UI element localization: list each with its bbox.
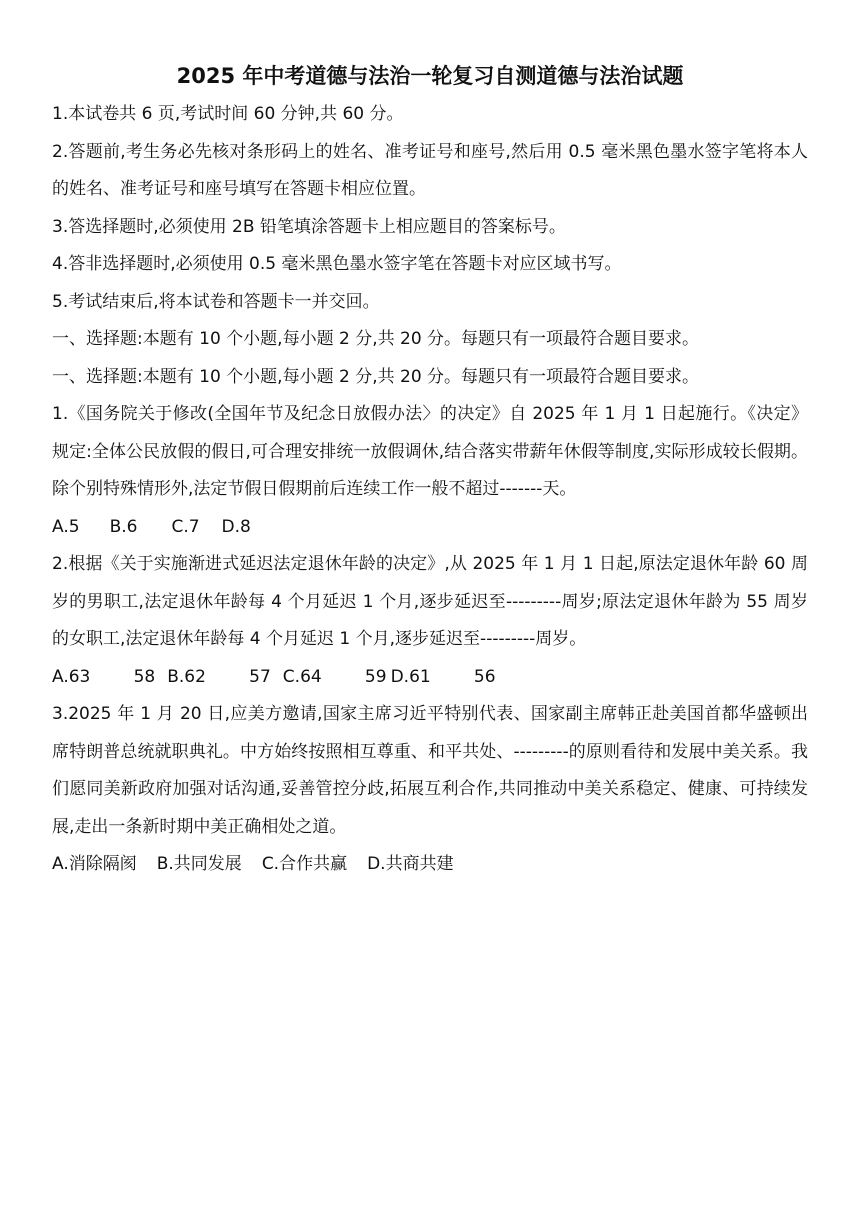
option-a: A.63 58 — [52, 666, 156, 687]
question-stem: 3.2025 年 1 月 20 日,应美方邀请,国家主席习近平特别代表、国家副主席韩正赴美国首都华盛顿出席特朗普总统就职典礼。中方始终按照相互尊重、和平共处、---------的原则看待和发展中美关系。我们愿同美新政府加强对话沟通,妥善管控分歧,拓展互利合作,共同推动中美关系稳定、健康、可持续发展,走出一条新时期中美正确相处之道。 — [52, 704, 808, 837]
question-3 — [52, 696, 808, 884]
section-header-repeat: 一、选择题:本题有 10 个小题,每小题 2 分,共 20 分。每题只有一项最符合题目要求。 — [52, 366, 700, 387]
instruction-5: 5.考试结束后,将本试卷和答题卡一并交回。 — [52, 291, 380, 312]
section-header: 一、选择题:本题有 10 个小题,每小题 2 分,共 20 分。每题只有一项最符合题目要求。 — [52, 329, 700, 349]
option-d: D.共商共建 — [367, 854, 454, 874]
instruction-2: 2.答题前,考生务必先核对条形码上的姓名、准考证号和座号,然后用 0.5 毫米黑色墨水签字笔将本人的姓名、准考证号和座号填写在答题卡相应位置。 — [52, 141, 808, 199]
exam-title: 2025 年中考道德与法治一轮复习自测道德与法治试题 — [176, 64, 684, 88]
option-d: D.8 — [221, 516, 251, 537]
question-stem: 1.《国务院关于修改(全国年节及纪念日放假办法〉的决定》自 2025 年 1 月 1 日起施行。《决定》规定:全体公民放假的假日,可合理安排统一放假调休,结合落实带薪年休假等制度,实际形成较长假期。除个别特殊情形外,法定节假日假期前后连续工作一般不超过-------天。 — [52, 404, 808, 499]
option-b: B.62 57 — [167, 666, 271, 687]
instructions — [52, 96, 808, 321]
question-1 — [52, 396, 808, 546]
option-b: B.共同发展 — [156, 854, 242, 874]
option-d: D.61 56 — [390, 666, 496, 687]
instruction-4: 4.答非选择题时,必须使用 0.5 毫米黑色墨水签字笔在答题卡对应区域书写。 — [52, 254, 622, 274]
instruction-3: 3.答选择题时,必须使用 2B 铅笔填涂答题卡上相应题目的答案标号。 — [52, 216, 566, 237]
question-options — [52, 659, 808, 697]
option-a: A.5 — [52, 516, 80, 537]
question-options — [52, 846, 808, 884]
option-c: C.7 — [171, 516, 200, 537]
question-options — [52, 509, 808, 547]
option-c: C.64 59 — [282, 666, 387, 687]
option-b: B.6 — [109, 516, 138, 537]
question-stem: 2.根据《关于实施渐进式延迟法定退休年龄的决定》,从 2025 年 1 月 1 日起,原法定退休年龄 60 周岁的男职工,法定退休年龄每 4 个月延迟 1 个月,逐步延迟至---------周岁;原法定退休年龄为 55 周岁的女职工,法定退休年龄每 4 个月延迟 1 个月,逐步延迟至---------周岁。 — [52, 554, 808, 649]
option-a: A.消除隔阂 — [52, 854, 137, 874]
option-c: C.合作共赢 — [261, 854, 348, 874]
instruction-1: 1.本试卷共 6 页,考试时间 60 分钟,共 60 分。 — [52, 104, 404, 124]
question-2 — [52, 546, 808, 696]
